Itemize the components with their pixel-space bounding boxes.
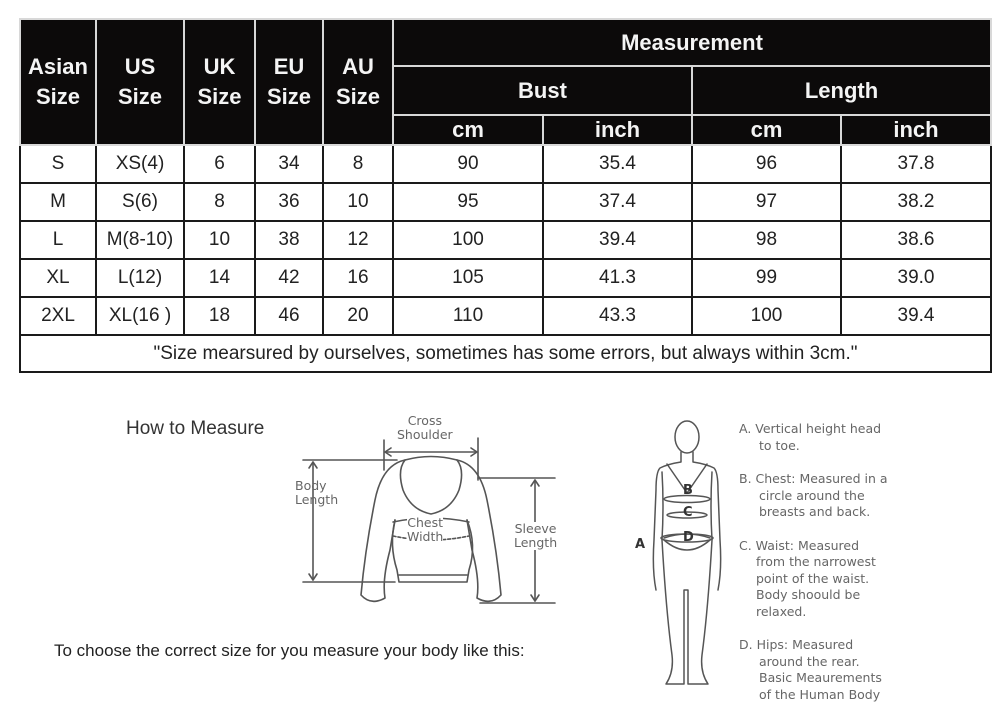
header-bust-inch: inch bbox=[543, 115, 692, 145]
cell-bust-cm: 100 bbox=[393, 221, 543, 259]
cell-us: S(6) bbox=[96, 183, 184, 221]
cell-length-inch: 37.8 bbox=[841, 145, 991, 183]
cell-bust-inch: 41.3 bbox=[543, 259, 692, 297]
how-to-measure-title: How to Measure bbox=[126, 418, 265, 439]
cell-au: 10 bbox=[323, 183, 393, 221]
table-row bbox=[20, 221, 991, 259]
header-bust-cm: cm bbox=[393, 115, 543, 145]
cell-length-inch: 38.2 bbox=[841, 183, 991, 221]
cell-eu: 36 bbox=[255, 183, 323, 221]
legend-item-c: C. Waist: Measured from the narrowest point of the waist. Body shoould be relaxed. bbox=[739, 537, 876, 619]
cell-bust-cm: 90 bbox=[393, 145, 543, 183]
measure-instruction: To choose the correct size for you measure your body like this: bbox=[54, 641, 525, 660]
cell-us: XL(16 ) bbox=[96, 297, 184, 335]
cell-uk: 8 bbox=[184, 183, 255, 221]
cell-eu: 38 bbox=[255, 221, 323, 259]
header-length: Length bbox=[692, 66, 991, 115]
cell-bust-inch: 37.4 bbox=[543, 183, 692, 221]
table-row bbox=[20, 183, 991, 221]
header-bust: Bust bbox=[393, 66, 692, 115]
cell-bust-inch: 43.3 bbox=[543, 297, 692, 335]
cell-uk: 10 bbox=[184, 221, 255, 259]
legend-item-d: D. Hips: Measured around the rear. Basic Meaurements of the Human Body bbox=[739, 637, 882, 702]
cell-eu: 46 bbox=[255, 297, 323, 335]
cell-us: L(12) bbox=[96, 259, 184, 297]
cell-length-inch: 38.6 bbox=[841, 221, 991, 259]
header-us-size: US Size bbox=[96, 19, 184, 145]
cell-uk: 6 bbox=[184, 145, 255, 183]
body-length-label: Body Length bbox=[295, 478, 339, 507]
cell-length-cm: 100 bbox=[692, 297, 841, 335]
header-measurement: Measurement bbox=[393, 19, 991, 66]
header-length-cm: cm bbox=[692, 115, 841, 145]
header-eu-size: EU Size bbox=[255, 19, 323, 145]
cell-length-cm: 98 bbox=[692, 221, 841, 259]
table-row bbox=[20, 145, 991, 183]
table-row bbox=[20, 259, 991, 297]
cell-asian: S bbox=[20, 145, 96, 183]
size-chart-table bbox=[19, 18, 992, 373]
cell-au: 20 bbox=[323, 297, 393, 335]
cell-au: 16 bbox=[323, 259, 393, 297]
table-row bbox=[20, 297, 991, 335]
cell-length-inch: 39.0 bbox=[841, 259, 991, 297]
cell-length-cm: 96 bbox=[692, 145, 841, 183]
cell-bust-inch: 35.4 bbox=[543, 145, 692, 183]
measurement-legend bbox=[739, 421, 979, 720]
header-asian-size: Asian Size bbox=[20, 19, 96, 145]
cell-asian: XL bbox=[20, 259, 96, 297]
cell-us: M(8-10) bbox=[96, 221, 184, 259]
header-au-size: AU Size bbox=[323, 19, 393, 145]
cell-uk: 18 bbox=[184, 297, 255, 335]
figure-label-d: D bbox=[683, 530, 694, 545]
chest-width-label: Chest Width bbox=[407, 515, 444, 544]
cell-asian: M bbox=[20, 183, 96, 221]
cell-au: 8 bbox=[323, 145, 393, 183]
cell-asian: L bbox=[20, 221, 96, 259]
body-measurement-figure bbox=[630, 410, 740, 700]
cell-length-inch: 39.4 bbox=[841, 297, 991, 335]
cell-eu: 42 bbox=[255, 259, 323, 297]
garment-measurement-diagram bbox=[285, 410, 575, 610]
cell-bust-cm: 95 bbox=[393, 183, 543, 221]
figure-label-b: B bbox=[683, 483, 693, 498]
cross-shoulder-label: Cross Shoulder bbox=[397, 413, 453, 442]
cell-bust-cm: 105 bbox=[393, 259, 543, 297]
cell-bust-inch: 39.4 bbox=[543, 221, 692, 259]
header-uk-size: UK Size bbox=[184, 19, 255, 145]
cell-length-cm: 97 bbox=[692, 183, 841, 221]
measurement-note: "Size mearsured by ourselves, sometimes has some errors, but always within 3cm." bbox=[20, 335, 991, 372]
cell-eu: 34 bbox=[255, 145, 323, 183]
cell-uk: 14 bbox=[184, 259, 255, 297]
legend-item-b: B. Chest: Measured in a circle around the breasts and back. bbox=[739, 471, 888, 519]
figure-label-c: C bbox=[683, 505, 693, 520]
figure-label-a: A bbox=[635, 537, 646, 552]
legend-item-a: A. Vertical height head to toe. bbox=[739, 421, 882, 453]
header-length-inch: inch bbox=[841, 115, 991, 145]
sleeve-length-label: Sleeve Length bbox=[514, 521, 558, 550]
cell-au: 12 bbox=[323, 221, 393, 259]
cell-asian: 2XL bbox=[20, 297, 96, 335]
cell-us: XS(4) bbox=[96, 145, 184, 183]
human-body-outline-icon bbox=[630, 410, 740, 700]
cell-length-cm: 99 bbox=[692, 259, 841, 297]
cell-bust-cm: 110 bbox=[393, 297, 543, 335]
